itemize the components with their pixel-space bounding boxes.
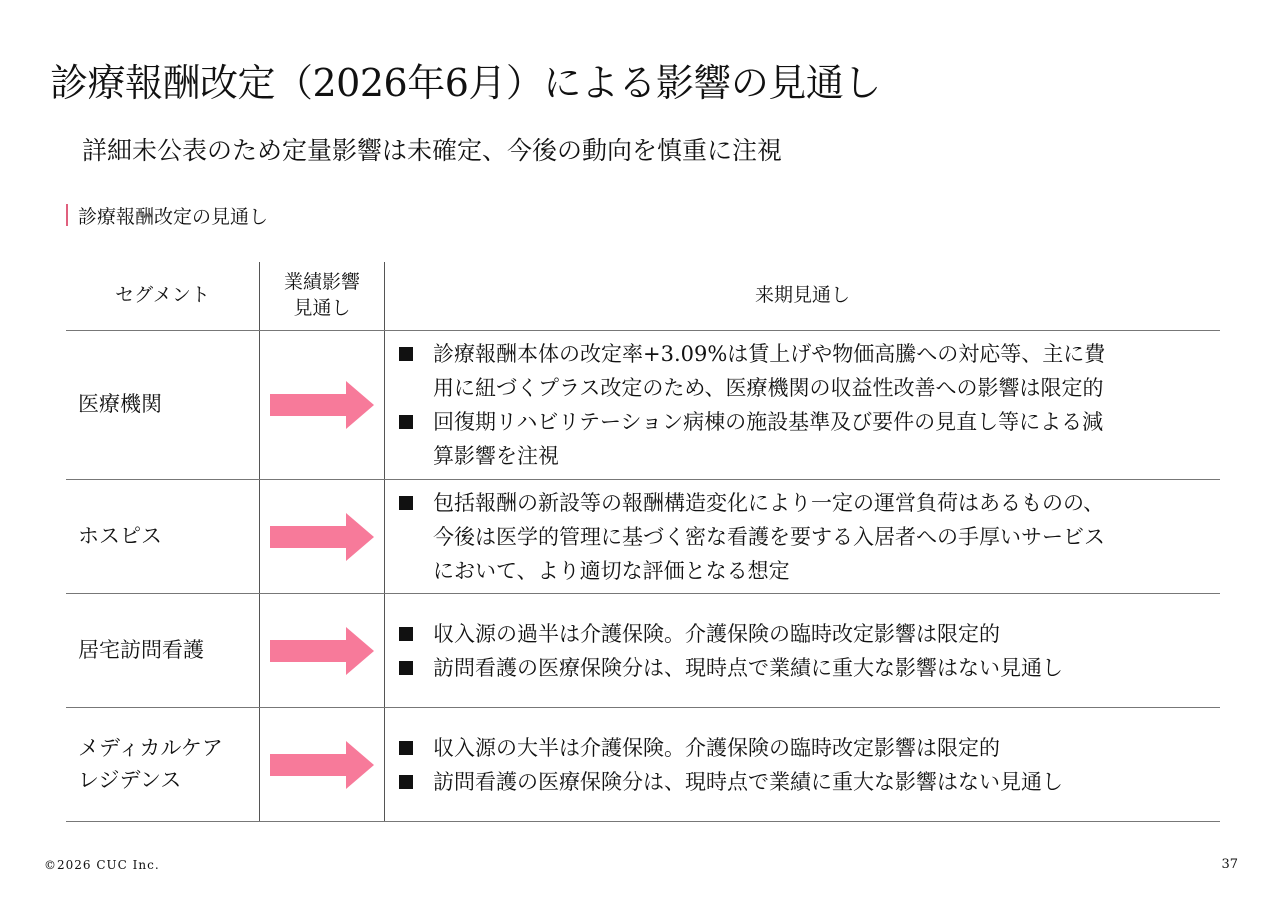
bullet-square-icon <box>399 627 413 641</box>
bullet-line: 算影響を注視 <box>433 444 559 468</box>
outlook-bullet <box>399 651 1063 685</box>
header-outlook-label: 来期見通し <box>754 284 850 307</box>
outlook-bullet <box>399 731 1063 765</box>
header-impact-line1: 業績影響 <box>283 271 360 294</box>
segment-cell <box>66 331 259 479</box>
bullet-line: 今後は医学的管理に基づく密な看護を要する入居者への手厚いサービス <box>433 524 1105 549</box>
bullet-square-icon <box>399 347 413 361</box>
outlook-cell <box>399 708 1214 821</box>
bullet-line: において、より適切な評価となる想定 <box>433 558 790 583</box>
header-segment <box>66 262 259 330</box>
outlook-bullet <box>399 765 1063 799</box>
segment-name: レジデンス <box>78 767 182 792</box>
outlook-bullet <box>399 337 1105 405</box>
bullet-square-icon <box>399 415 413 429</box>
bullet-square-icon <box>399 775 413 789</box>
bullet-square-icon <box>399 661 413 675</box>
outlook-bullet-list <box>399 337 1105 473</box>
segment-name: 医療機関 <box>78 392 162 417</box>
segment-cell <box>66 708 259 821</box>
outlook-cell <box>399 594 1214 707</box>
bullet-line: 用に紐づくプラス改定のため、医療機関の収益性改善への影響は限定的 <box>433 376 1104 400</box>
outlook-bullet-list <box>399 486 1105 588</box>
outlook-bullet <box>399 405 1105 473</box>
right-arrow-icon <box>270 627 374 675</box>
impact-cell <box>260 331 384 479</box>
bullet-square-icon <box>399 741 413 755</box>
impact-cell <box>260 594 384 707</box>
header-impact-line2: 見通し <box>293 297 351 319</box>
impact-cell <box>260 480 384 593</box>
bullet-line: 診療報酬本体の改定率+3.09%は賃上げや物価高騰への対応等、主に費 <box>433 342 1106 366</box>
header-segment-label: セグメント <box>115 284 210 307</box>
header-outlook <box>385 262 1220 330</box>
header-impact <box>260 262 384 330</box>
segment-name: ホスピス <box>78 523 162 548</box>
bullet-line: 収入源の過半は介護保険。介護保険の臨時改定影響は限定的 <box>433 621 1000 646</box>
bullet-line: 収入源の大半は介護保険。介護保険の臨時改定影響は限定的 <box>433 735 1000 760</box>
right-arrow-icon <box>270 741 374 789</box>
segment-cell <box>66 594 259 707</box>
bullet-line: 訪問看護の医療保険分は、現時点で業績に重大な影響はない見通し <box>433 769 1063 794</box>
outlook-cell <box>399 331 1214 479</box>
outlook-bullet <box>399 617 1063 651</box>
segment-name: 居宅訪問看護 <box>78 637 204 662</box>
section-header <box>66 201 268 229</box>
page-number: 37 <box>1221 857 1238 872</box>
footer-copyright: ©2026 CUC Inc. <box>44 858 160 872</box>
outlook-cell <box>399 480 1214 593</box>
right-arrow-icon <box>270 513 374 561</box>
impact-cell <box>260 708 384 821</box>
bullet-square-icon <box>399 496 413 510</box>
section-label: 診療報酬改定の見通し <box>78 205 269 228</box>
bullet-line: 包括報酬の新設等の報酬構造変化により一定の運営負荷はあるものの、 <box>433 490 1105 515</box>
section-accent-bar <box>66 204 68 226</box>
outlook-bullet-list <box>399 731 1063 799</box>
right-arrow-icon <box>270 381 374 429</box>
column-divider <box>384 262 385 821</box>
outlook-bullet <box>399 486 1105 588</box>
bullet-line: 訪問看護の医療保険分は、現時点で業績に重大な影響はない見通し <box>433 655 1063 680</box>
outlook-bullet-list <box>399 617 1063 685</box>
segment-cell <box>66 480 259 593</box>
segment-name: メディカルケア <box>78 736 223 760</box>
page-subtitle: 詳細未公表のため定量影響は未確定、今後の動向を慎重に注視 <box>82 136 783 165</box>
bullet-line: 回復期リハビリテーション病棟の施設基準及び要件の見直し等による減 <box>433 410 1104 434</box>
page-title: 診療報酬改定（2026年6月）による影響の見通し <box>50 61 881 105</box>
row-divider <box>66 821 1220 822</box>
